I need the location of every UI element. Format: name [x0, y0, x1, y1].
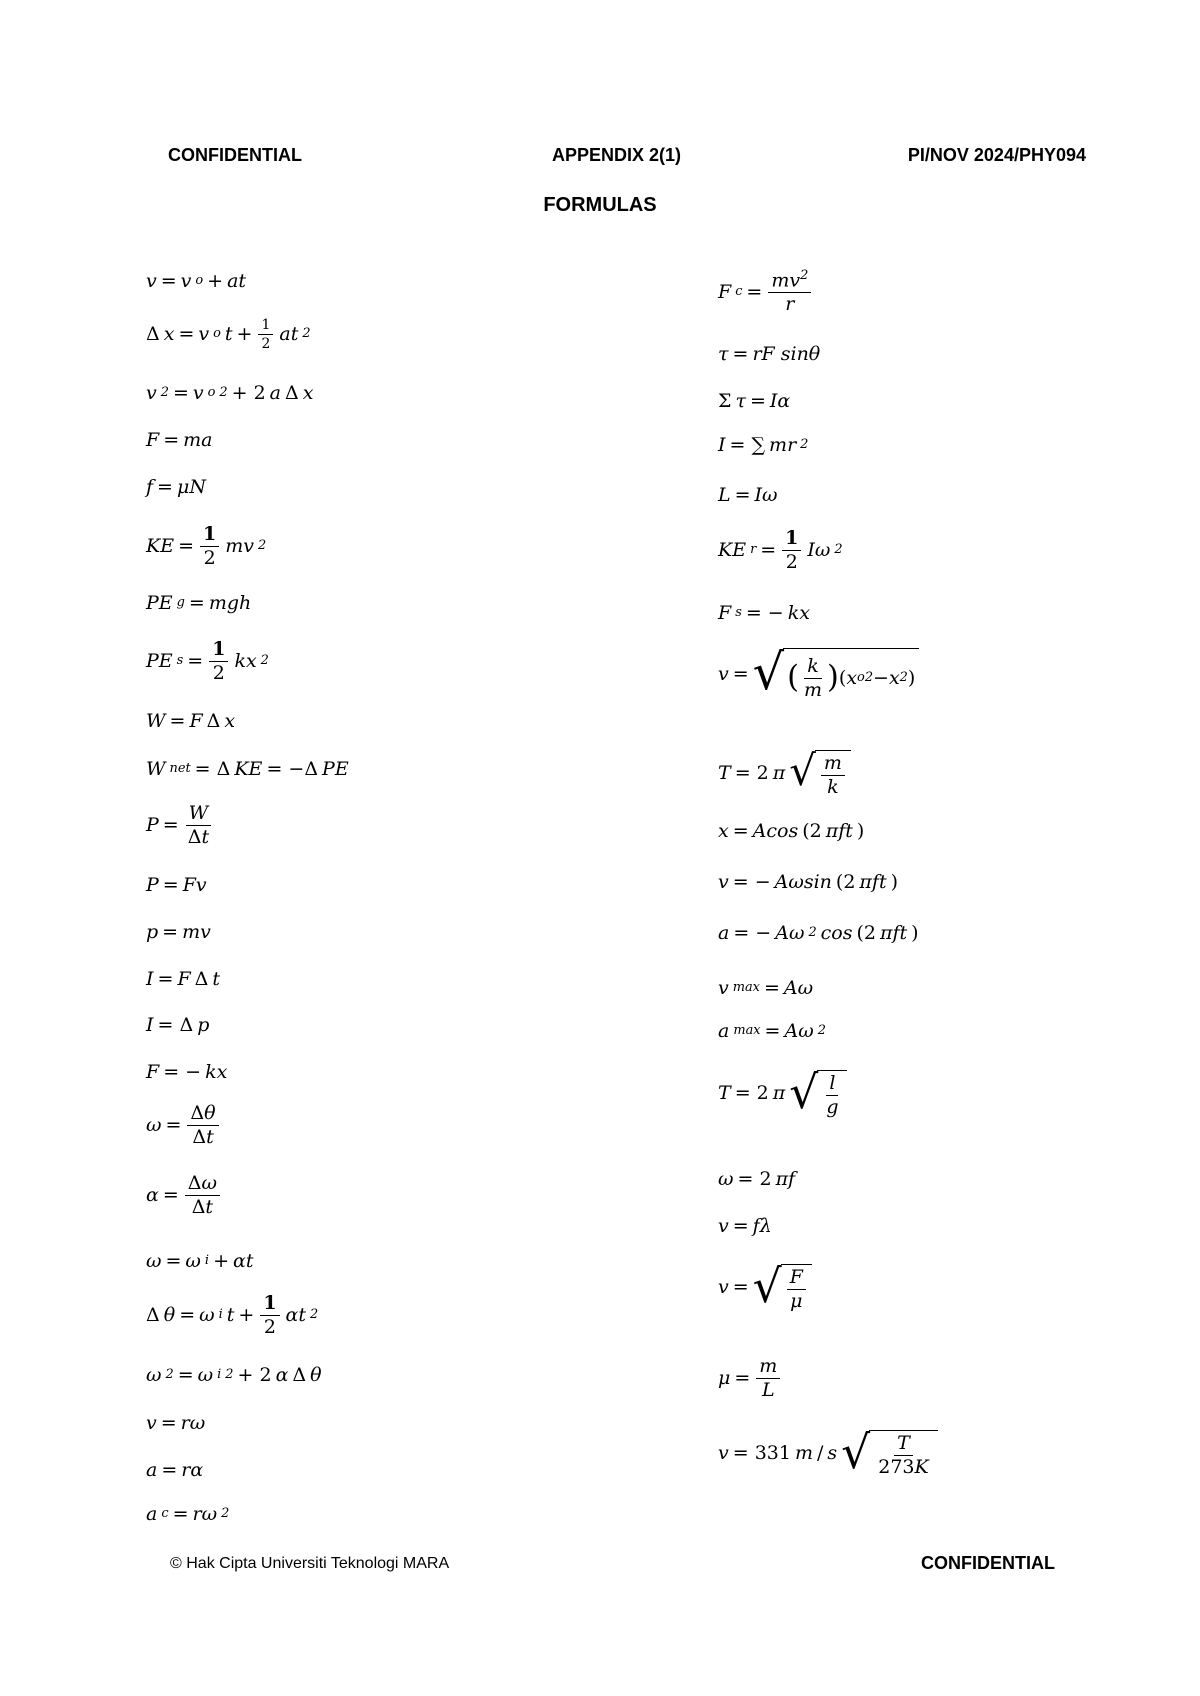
formula-kinetic-energy: KE = $\frac{1}{2}$ mv 2	[146, 523, 267, 569]
formula-spring-period: T = 2 π √ $\frac{m}{k}$	[718, 750, 851, 797]
formula-work-energy: W net = Δ KE = −Δ PE	[146, 758, 349, 780]
formula-work: W = F Δ x	[146, 710, 236, 732]
formula-shm-position: x = Acos (2 πft )	[718, 820, 865, 842]
formula-velocity: v = v o + at	[146, 270, 247, 292]
formula-centripetal-force: F c = $\frac{mv^2}{r}$	[718, 270, 813, 314]
formula-newton-second: F = ma	[146, 429, 213, 451]
formula-shm-velocity-time: v = − Aωsin (2 πft )	[718, 871, 898, 893]
formula-moment-of-inertia: I = ∑ mr 2	[718, 434, 809, 456]
formula-tangential-acceleration: a = rα	[146, 1459, 204, 1481]
formula-power-velocity: P = Fv	[146, 874, 207, 896]
formula-sound-speed: v = 331 m / s √ $\frac{T}{273K}$	[718, 1430, 938, 1477]
formula-power: P = $\frac{W}{\Delta t}$	[146, 804, 214, 847]
formula-angular-acceleration: α = $\frac{\Delta\omega}{\Delta t}$	[146, 1174, 222, 1217]
formula-displacement: Δ x = v o t + $\frac{1}{2}$ at 2	[146, 317, 311, 352]
formula-max-velocity: v max = Aω	[718, 977, 814, 999]
footer-confidential: CONFIDENTIAL	[921, 1553, 1055, 1573]
formula-impulse: I = F Δ t	[146, 968, 220, 990]
formula-angular-displacement: Δ θ = ω i t + $\frac{1}{2}$ αt 2	[146, 1292, 319, 1338]
header-left: CONFIDENTIAL	[168, 145, 302, 165]
formula-gravitational-pe: PE g = mgh	[146, 592, 252, 614]
formula-shm-acceleration: a = − Aω 2 cos (2 πft )	[718, 922, 919, 944]
formula-rotational-ke: KE r = $\frac{1}{2}$ Iω 2	[718, 527, 843, 573]
formula-torque: τ = rF sinθ	[718, 343, 821, 365]
formula-angular-frequency: ω = 2 πf	[718, 1168, 796, 1190]
formula-momentum: p = mv	[146, 921, 211, 943]
formula-net-torque: Σ τ = Iα	[718, 390, 791, 412]
formula-rotational-velocity-squared: ω 2 = ω i 2 + 2 α Δ θ	[146, 1364, 322, 1386]
formula-rotational-velocity: ω = ω i + αt	[146, 1250, 254, 1272]
formula-string-wave-speed: v = √ $\frac{F}{\mu}$	[718, 1264, 812, 1311]
formula-shm-velocity: v = √ ( $\frac{k}{m}$ ) ( x o 2 − x 2 )	[718, 648, 919, 700]
formula-impulse-momentum: I = Δ p	[146, 1014, 210, 1036]
formula-linear-density: μ = $\frac{m}{L}$	[718, 1357, 782, 1400]
formula-tangential-velocity: v = rω	[146, 1412, 206, 1434]
formula-wave-speed: v = fλ	[718, 1215, 772, 1237]
formula-spring-pe: PE s = $\frac{1}{2}$ kx 2	[146, 638, 269, 684]
formula-friction: f = μN	[146, 476, 206, 498]
page-header	[0, 145, 1200, 169]
formula-velocity-squared: v 2 = v o 2 + 2 a Δ x	[146, 382, 314, 404]
formula-angular-momentum: L = Iω	[718, 484, 778, 506]
copyright-footer: © Hak Cipta Universiti Teknologi MARA	[170, 1555, 450, 1572]
formula-angular-velocity: ω = $\frac{\Delta\theta}{\Delta t}$	[146, 1104, 221, 1147]
header-right: PI/NOV 2024/PHY094	[907, 145, 1086, 165]
header-center: APPENDIX 2(1)	[552, 145, 682, 165]
formula-pendulum-period: T = 2 π √ $\frac{l}{g}$	[718, 1070, 847, 1117]
formula-max-acceleration: a max = Aω 2	[718, 1020, 826, 1042]
page-title: FORMULAS	[543, 194, 657, 216]
formula-hookes-law: F = − kx	[146, 1061, 228, 1083]
formula-spring-force: F s = − kx	[718, 602, 810, 624]
formula-centripetal-acceleration: a c = rω 2	[146, 1503, 230, 1525]
